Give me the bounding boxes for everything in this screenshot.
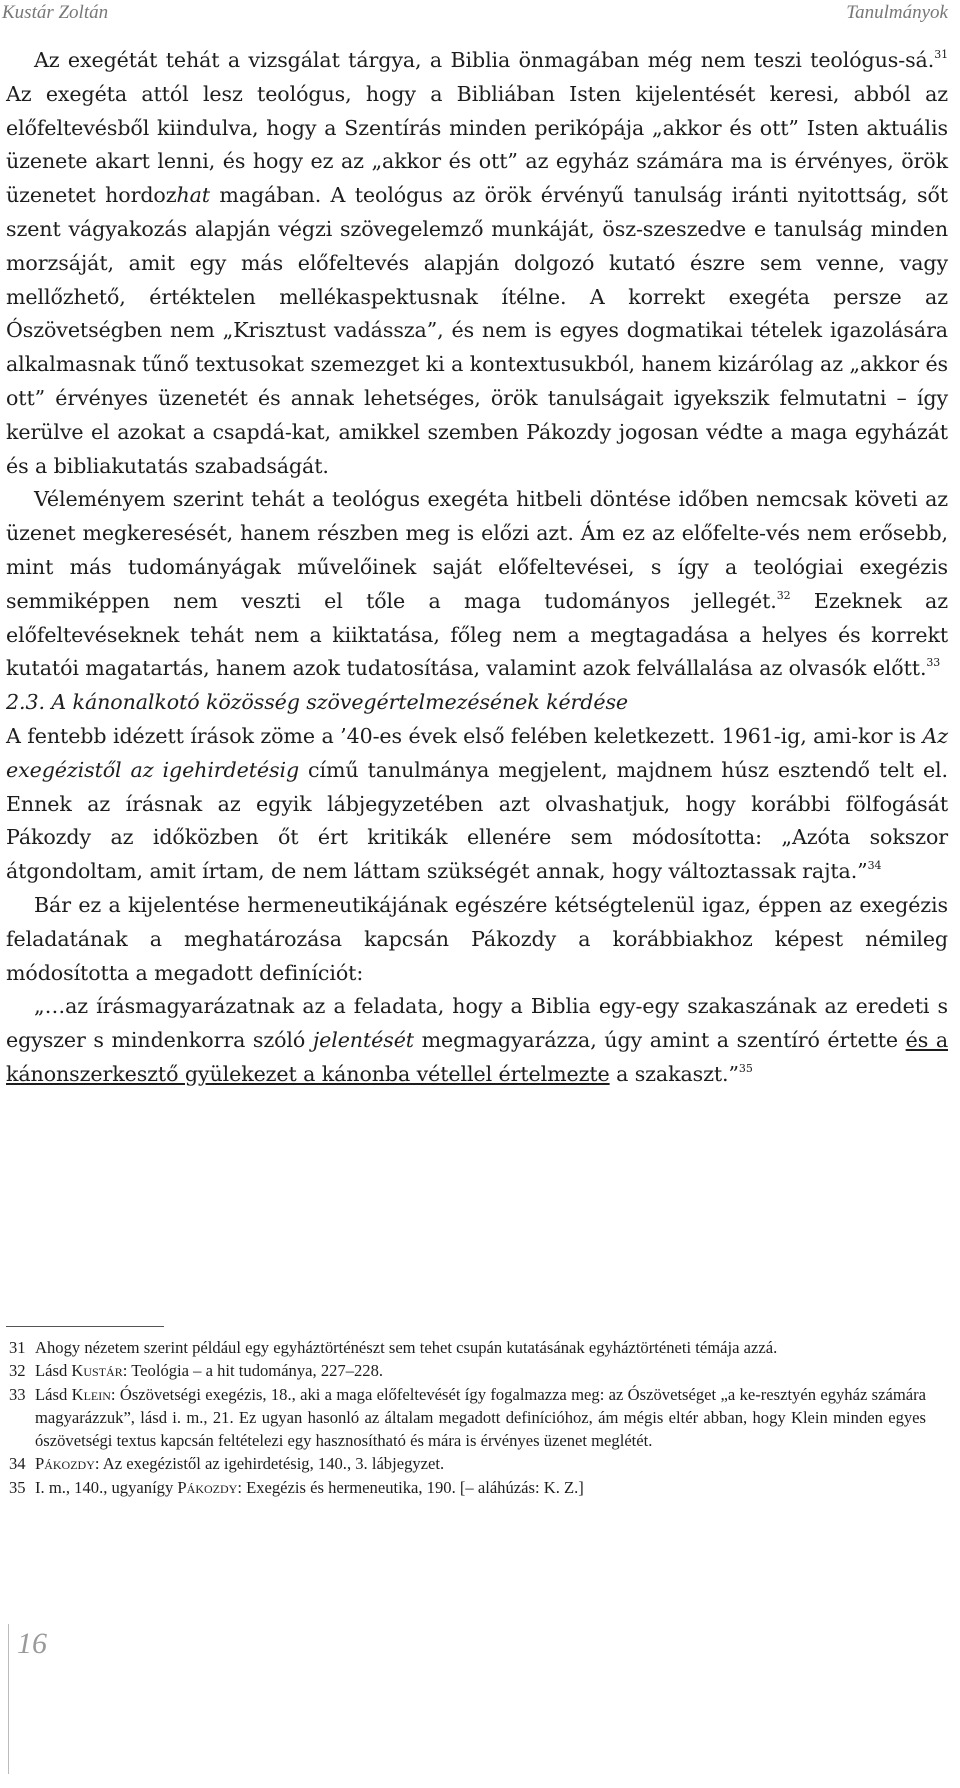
footnote-31	[6, 1336, 926, 1359]
paragraph-3-text: A fentebb idézett írások zöme a ’40-es évek első felében keletkezett. 1961-ig, ami-kor is	[6, 723, 923, 748]
quote-text: „…az írásmagyarázatnak az a feladata, hogy a Biblia egy-egy szakaszának az eredeti s egyszer s mindenkorra szóló	[6, 994, 948, 1053]
paragraph-1-text-end: magában. A teológus az örök érvényű tanulság iránti nyitottság, sőt szent vágyakozás alapján végzi szövegelemző munkáját, ösz-szeszedve e tanulság minden morzsáját, amit egy más előfeltevés alapján dolgozó kutató észre sem venne, vagy mellőzhető, értéktelen mellékaspektusnak ítélne. A korrekt exegéta persze az Ószövetségben nem „Krisztust vadássza”, és nem is egyes dogmatikai tételek igazolására alkalmasnak tűnő textusokat szemezget ki a kontextusukból, hanem kizárólag az „akkor és ott” érvényes üzenetét és annak lehetséges, örök tanulságait igyekszik felmutatni – így kerülve el azokat a csapdá-kat, amikkel szemben Pákozdy jogosan védte a maga egyházát és a bibliakutatás szabadságát.	[6, 183, 948, 478]
footnote-text: : Az exegézistől az igehirdetésig, 140., 3. lábjegyzet.	[94, 1454, 445, 1474]
footnote-ref-33[interactable]: 33	[926, 656, 941, 670]
footnote-text: : Teológia – a hit tudománya, 227–228.	[122, 1361, 384, 1381]
author-name: Pákozdy	[35, 1454, 95, 1474]
footnote-number: 33	[9, 1384, 26, 1404]
paragraph-2-text: Véleményem szerint tehát a teológus exegéta hitbeli döntése időben nemcsak követi az üzenet megkeresését, hanem részben meg is előzi azt. Ám ez az előfelte-vés nem erősebb, mint más tudományágak művelőinek saját előfeltevései, s így a teológiai exegézis semmiképpen nem veszti el tőle a maga tudományos jellegét.	[6, 487, 948, 613]
header-section: Tanulmányok	[846, 2, 948, 23]
paragraph-1-start: Az exegétát tehát a vizsgálat tárgya, a Biblia önmagában még nem teszi teológus-sá.	[34, 48, 935, 72]
footnote-text: Ahogy nézetem szerint például egy egyháztörténészt sem tehet csupán kutatásának egyháztörténeti témája azzá.	[35, 1338, 778, 1357]
header-author: Kustár Zoltán	[2, 2, 109, 23]
footnote-ref-35[interactable]: 35	[738, 1061, 753, 1075]
footnotes	[6, 1336, 926, 1499]
footnote-text: : Ószövetségi exegézis, 18., aki a maga előfeltevését így fogalmazza meg: az Ószövetséget „a ke-resztyén egyház számára magyarázzuk”, lásd i. m., 21. Ez ugyan hasonló az általam megadott definícióhoz, ám mégis eltér abban, hogy Klein minden egyes ószövetségi textus kapcsán feltételezi egy hasznosítható és mára is érvényes üzenet meglétét.	[35, 1384, 926, 1451]
footnote-32	[6, 1359, 926, 1382]
footnote-ref-34[interactable]: 34	[867, 859, 882, 873]
footnote-number: 35	[9, 1477, 26, 1497]
paragraph-1	[6, 44, 948, 483]
paragraph-2-text-end: Ezeknek az előfeltevéseknek tehát nem a kiiktatása, főleg nem a megtagadása a helyes és korrekt kutatói magatartás, hanem azok tudatosítása, valamint azok felvállalása az olvasók előtt.	[6, 588, 948, 681]
footnote-35	[6, 1476, 926, 1499]
paragraph-2	[6, 483, 948, 686]
footnote-number: 31	[9, 1338, 26, 1357]
paragraph-1-italic: hat	[176, 183, 210, 208]
cited-title: Az exegézistől az igehirdetésig	[6, 723, 948, 782]
footnote-number: 34	[9, 1454, 26, 1474]
quote-italic: jelentését	[312, 1028, 414, 1053]
footnote-number: 32	[9, 1361, 26, 1381]
section-heading: 2.3. A kánonalkotó közösség szövegértelmezésének kérdése	[6, 690, 629, 715]
footnote-34	[6, 1452, 926, 1475]
footnote-ref-32[interactable]: 32	[776, 588, 791, 602]
quote-underlined: és a kánonszerkesztő gyülekezet a kánonba vétellel értelmezte	[6, 1028, 949, 1086]
footnote-text: : Exegézis és hermeneutika, 190. [– aláhúzás: K. Z.]	[237, 1477, 584, 1497]
footnote-text: Lásd	[35, 1361, 72, 1381]
author-name: Kustár	[71, 1361, 123, 1381]
paragraph-3-text-end: című tanulmánya megjelent, majdnem húsz esztendő telt el. Ennek az írásnak az egyik lábjegyzetében azt olvashatjuk, hogy korábbi fölfogását Pákozdy az időközben őt ért kritikák ellenére sem módosította: „Azóta sokszor átgondoltam, amit írtam, de nem láttam szükségét annak, hogy változtassak rajta.”	[6, 757, 948, 884]
page-number: 16	[8, 1624, 47, 1774]
paragraph-1-text: Az exegéta attól lesz teológus, hogy a Bibliában Isten kijelentését keresi, abból az előfeltevésből kiindulva, hogy a Szentírás minden perikópája „akkor és ott” Isten aktuális üzenete akart lenni, és hogy ez az „akkor és ott” az egyház számára ma is érvényes, örök üzenetet hordoz	[6, 81, 948, 208]
footnote-33	[6, 1383, 926, 1453]
author-name: Klein	[71, 1384, 111, 1404]
paragraph-3	[6, 720, 948, 889]
main-text	[6, 44, 948, 1092]
quote-text-end: a szakaszt.”	[609, 1061, 739, 1086]
quote-text-middle: megmagyarázza, úgy amint a szentíró értette	[413, 1028, 906, 1053]
block-quote	[6, 990, 948, 1091]
footnote-text: I. m., 140., ugyanígy	[35, 1477, 178, 1497]
footnote-divider	[6, 1326, 164, 1327]
footnote-ref-31[interactable]: 31	[934, 48, 948, 61]
author-name: Pákozdy	[177, 1477, 238, 1497]
paragraph-4: Bár ez a kijelentése hermeneutikájának egészére kétségtelenül igaz, éppen az exegézis feladatának a meghatározása kapcsán Pákozdy a korábbiakhoz képest némileg módosította a megadott definíciót:	[6, 892, 948, 985]
footnote-text: Lásd	[35, 1384, 72, 1404]
